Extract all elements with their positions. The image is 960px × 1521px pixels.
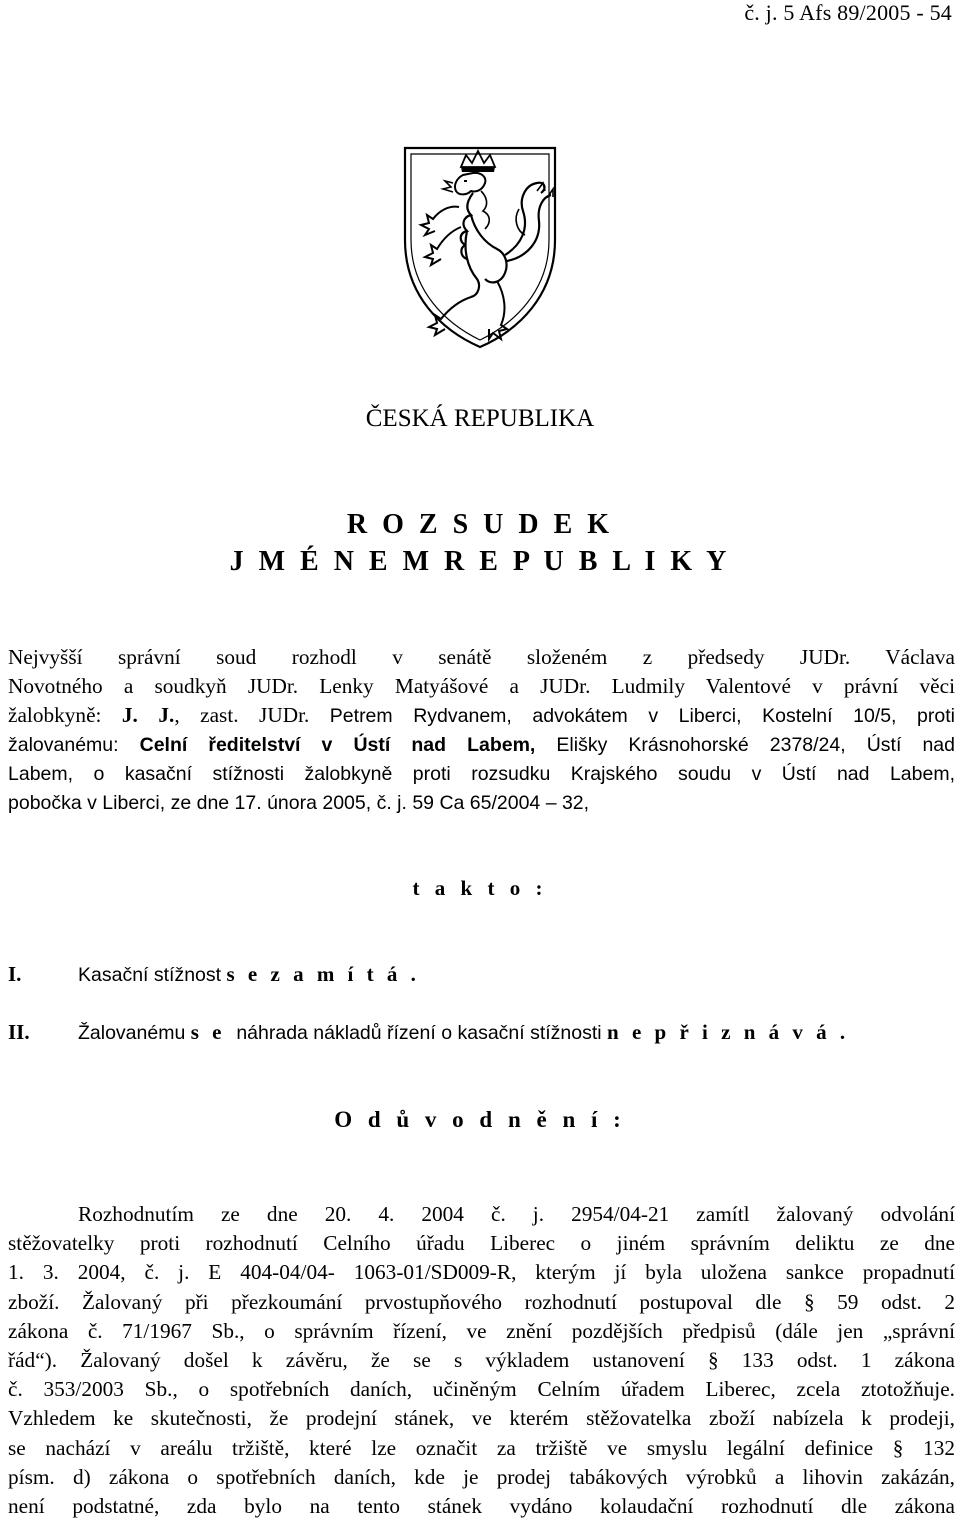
point-text-plain: náhrada nákladů řízení o kasační stížnosti — [225, 1022, 608, 1044]
reasoning-line: Rozhodnutím ze dne 20. 4. 2004 č. j. 2954/04-21 zamítl žalovaný odvolání — [78, 1202, 955, 1226]
reasoning-line: zákona č. 71/1967 Sb., o správním řízení, ve znění pozdějších předpisů (dále jen „správní — [8, 1318, 955, 1343]
intro-line: Labem, o kasační stížnosti žalobkyně proti rozsudku Krajského soudu v Ústí nad Labem, — [8, 762, 955, 785]
intro-line: Nejvyšší správní soud rozhodl v senátě složeném z předsedy JUDr. Václava — [8, 645, 955, 669]
point-text-plain: Žalovanému — [78, 1022, 191, 1044]
intro-text: žalobkyně: — [8, 703, 122, 728]
intro-line — [8, 701, 955, 730]
reasoning-line: 1. 3. 2004, č. j. E 404-04/04- 1063-01/SD009-R, kterým jí byla uložena sankce propadnutí — [8, 1260, 955, 1285]
intro-text: , zast. JUDr. — [174, 703, 330, 728]
defendant-name: Celní ředitelství v Ústí nad Labem, — [139, 733, 536, 756]
point-decision: n e p ř i z n á v á . — [607, 1020, 850, 1044]
intro-line — [8, 731, 955, 760]
judgment-title: R O Z S U D E K — [346, 509, 614, 540]
reasoning-line: se nachází v areálu tržiště, které lze označit za tržiště ve smyslu legální definice § 132 — [8, 1435, 955, 1460]
reasoning-line: Vzhledem ke skutečnosti, že prodejní stánek, ve kterém stěžovatelka zboží nabízela k prodeji, — [8, 1406, 955, 1431]
country-heading: ČESKÁ REPUBLIKA — [365, 405, 595, 432]
point-number: II. — [8, 1020, 30, 1044]
reasoning-line: zboží. Žalovaný při přezkoumání prvostupňového rozhodnutí postupoval dle § 59 odst. 2 — [8, 1289, 955, 1314]
point-text-plain: Kasační stížnost — [78, 964, 227, 986]
case-reference: č. j. 5 Afs 89/2005 - 54 — [744, 0, 952, 25]
reasoning-line: č. 353/2003 Sb., o spotřebních daních, učiněným Celním úřadem Liberec, zcela ztotožňuje. — [8, 1377, 955, 1402]
reasoning-paragraph — [8, 1200, 955, 1521]
intro-line: pobočka v Liberci, ze dne 17. února 2005, č. j. 59 Ca 65/2004 – 32, — [8, 791, 590, 814]
judgment-subtitle: J M É N E M R E P U B L I K Y — [229, 546, 731, 577]
plaintiff-name: J. J. — [121, 703, 175, 728]
reasoning-line: není podstatné, zda bylo na tento stánek vydáno kolaudační rozhodnutí dle zákona — [8, 1493, 955, 1518]
intro-paragraph — [8, 643, 955, 818]
reasoning-line: řád“). Žalovaný došel k závěru, že se s výkladem ustanovení § 133 odst. 1 zákona — [8, 1347, 955, 1372]
intro-text: Petrem Rydvanem, advokátem v Liberci, Kostelní 10/5, proti — [329, 705, 955, 728]
point-decision: s e z a m í t á . — [226, 962, 420, 986]
intro-line: Novotného a soudkyň JUDr. Lenky Matyášové a JUDr. Ludmily Valentové v právní věci — [8, 674, 955, 699]
verdict-heading: t a k t o : — [412, 876, 548, 900]
point-se: s e — [190, 1020, 226, 1044]
coat-of-arms-icon — [401, 145, 559, 350]
point-number: I. — [8, 962, 22, 986]
reasoning-line: písm. d) zákona o spotřebních daních, kde je prodej tabákových výrobků a lihovin zakázán, — [8, 1464, 955, 1489]
intro-text: Elišky Krásnohorské 2378/24, Ústí nad — [535, 733, 955, 756]
reasoning-heading: O d ů v o d n ě n í : — [334, 1107, 626, 1132]
reasoning-line: stěžovatelky proti rozhodnutí Celního úřadu Liberec o jiném správním deliktu ze dne — [8, 1231, 955, 1256]
point-text — [78, 1020, 849, 1045]
point-text — [78, 962, 420, 987]
intro-text: žalovanému: — [8, 733, 140, 756]
